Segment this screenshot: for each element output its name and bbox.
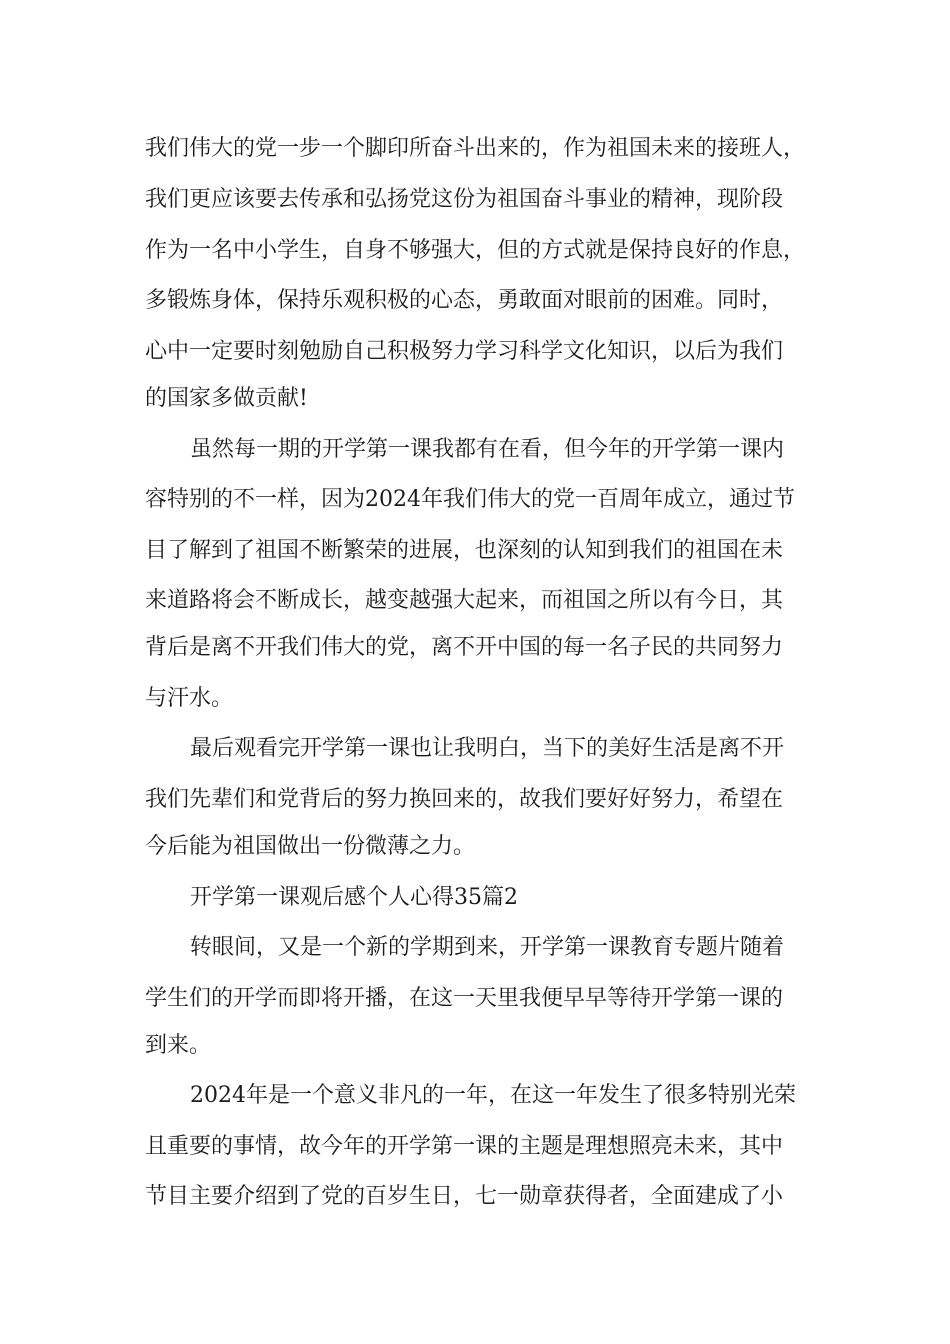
text-line: 与汗水。 [145,686,234,711]
text-line: 多锻炼身体，保持乐观积极的心态，勇敢面对眼前的困难。同时， [145,288,784,313]
text-line: 我们先辈们和党背后的努力换回来的，故我们要好好努力，希望在 [145,787,784,812]
section-heading: 开学第一课观后感个人心得35篇2 [190,885,518,910]
text-line: 背后是离不开我们伟大的党，离不开中国的每一名子民的共同努力 [145,635,784,660]
text-line: 学生们的开学而即将开播，在这一天里我便早早等待开学第一课的 [145,986,784,1011]
text-line: 我们更应该要去传承和弘扬党这份为祖国奋斗事业的精神，现阶段 [145,187,784,212]
text-line: 到来。 [145,1033,212,1058]
text-line: 今后能为祖国做出一份微薄之力。 [145,834,476,859]
text-line: 节目主要介绍到了党的百岁生日，七一勋章获得者，全面建成了小 [145,1184,784,1209]
paragraph-first-line: 虽然每一期的开学第一课我都有在看，但今年的开学第一课内 [190,437,785,462]
paragraph-first-line: 最后观看完开学第一课也让我明白，当下的美好生活是离不开 [190,736,785,761]
text-line: 目了解到了祖国不断繁荣的进展，也深刻的认知到我们的祖国在未 [145,538,784,563]
text-line: 来道路将会不断成长，越变越强大起来，而祖国之所以有今日，其 [145,588,784,613]
text-line: 作为一名中小学生，自身不够强大，但的方式就是保持良好的作息， [145,238,806,263]
text-line: 且重要的事情，故今年的开学第一课的主题是理想照亮未来，其中 [145,1134,784,1159]
text-line: 我们伟大的党一步一个脚印所奋斗出来的，作为祖国未来的接班人， [145,136,806,161]
paragraph-first-line: 转眼间，又是一个新的学期到来，开学第一课教育专题片随着 [190,935,785,960]
paragraph-first-line: 2024年是一个意义非凡的一年，在这一年发生了很多特别光荣 [190,1083,796,1108]
text-line: 心中一定要时刻勉励自己积极努力学习科学文化知识，以后为我们 [145,339,784,364]
text-line: 的国家多做贡献! [145,386,308,411]
text-line: 容特别的不一样，因为2024年我们伟大的党一百周年成立，通过节 [145,487,795,512]
